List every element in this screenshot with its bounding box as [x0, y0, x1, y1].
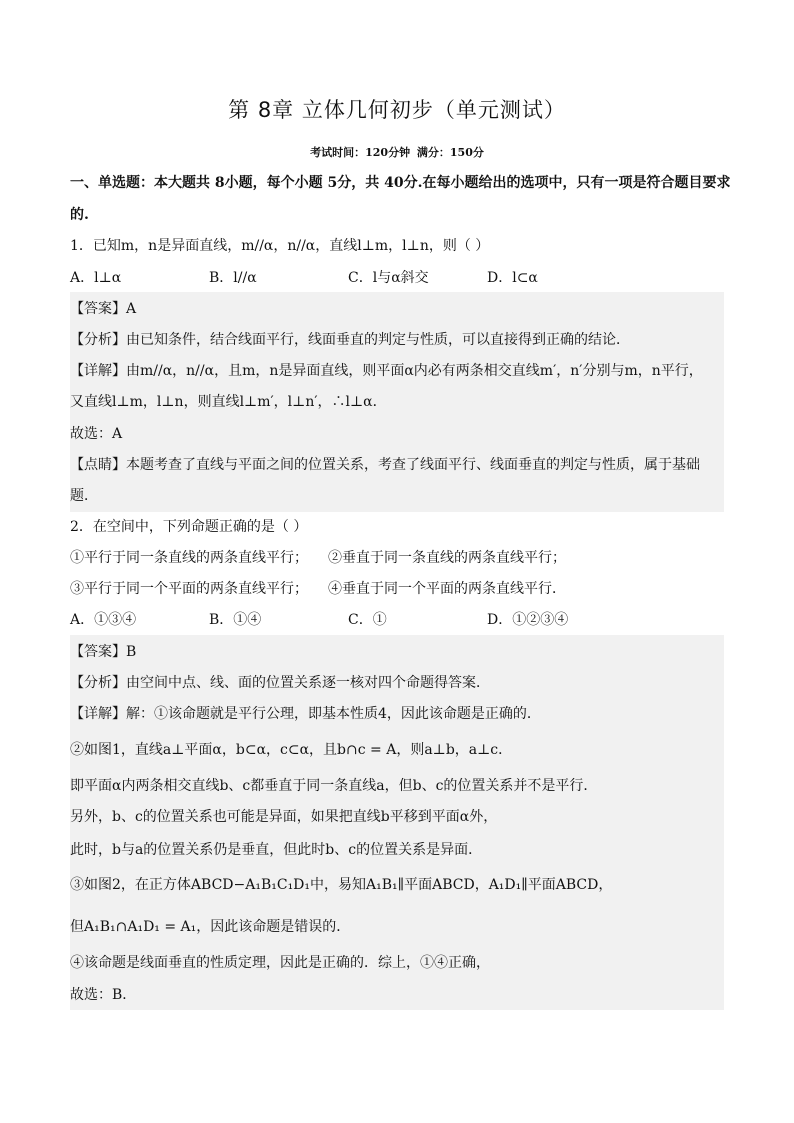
q1-option-d: D．l⊂α	[487, 270, 538, 286]
q1-answer: 【答案】A	[70, 301, 137, 317]
q2-detail-line-7: 但A₁B₁∩A₁D₁ = A₁，因此该命题是错误的．	[70, 919, 351, 935]
q2-option-b: B．①④	[209, 612, 262, 628]
exam-meta: 考试时间：120分钟 满分：150分	[310, 146, 484, 159]
q2-option-a: A．①③④	[70, 612, 137, 628]
q2-detail-line-4: 另外，b、c的位置关系也可能是异面，如果把直线b平移到平面α外，	[70, 809, 498, 825]
q1-option-a: A．l⊥α	[70, 270, 122, 286]
section-heading-line-2: 的.	[70, 207, 89, 223]
q2-proposition-3: ③平行于同一个平面的两条直线平行；	[70, 581, 308, 597]
section-heading-line-1: 一、单选题：本大题共 8小题，每个小题 5分，共 40分.在每小题给出的选项中，只有一项是符合题目要求	[70, 175, 731, 191]
q2-choice: 故选：B．	[70, 987, 137, 1003]
q2-answer: 【答案】B	[70, 644, 137, 660]
q1-analysis: 【分析】由已知条件，结合线面平行，线面垂直的判定与性质，可以直接得到正确的结论．	[70, 332, 630, 348]
q2-detail-line-3: 即平面α内两条相交直线b、c都垂直于同一条直线a，但b、c的位置关系并不是平行．	[70, 778, 598, 794]
q1-detail-line-2: 又直线l⊥m，l⊥n，则直线l⊥m′，l⊥n′，∴l⊥α．	[70, 394, 387, 410]
q2-detail-line-5: 此时，b与a的位置关系仍是垂直，但此时b、c的位置关系是异面．	[70, 842, 483, 858]
q2-proposition-4: ④垂直于同一个平面的两条直线平行．	[328, 581, 566, 597]
q1-comment-line-1: 【点睛】本题考查了直线与平面之间的位置关系，考查了线面平行、线面垂直的判定与性质，属于基础	[70, 457, 700, 473]
q1-option-c: C．l与α斜交	[348, 270, 429, 286]
q1-option-b: B．l//α	[209, 270, 257, 286]
q1-comment-line-2: 题．	[70, 488, 98, 504]
q2-detail-line-6: ③如图2，在正方体ABCD−A₁B₁C₁D₁中，易知A₁B₁∥平面ABCD，A₁D₁∥平面ABCD，	[70, 877, 613, 893]
q2-detail-line-1: 【详解】解：①该命题就是平行公理，即基本性质4，因此该命题是正确的．	[70, 706, 541, 722]
q1-detail-line-1: 【详解】由m//α，n//α，且m，n是异面直线，则平面α内必有两条相交直线m′，n′分别与m，n平行，	[70, 363, 703, 379]
q2-option-d: D．①②③④	[487, 612, 569, 628]
q2-proposition-1: ①平行于同一条直线的两条直线平行；	[70, 550, 308, 566]
q2-detail-line-8: ④该命题是线面垂直的性质定理，因此是正确的．综上，①④正确，	[70, 955, 490, 971]
q2-proposition-2: ②垂直于同一条直线的两条直线平行；	[328, 550, 566, 566]
q1-choice: 故选：A	[70, 426, 123, 442]
q2-analysis: 【分析】由空间中点、线、面的位置关系逐一核对四个命题得答案．	[70, 675, 490, 691]
q2-option-c: C．①	[348, 612, 387, 628]
page-title: 第 8章 立体几何初步（单元测试）	[228, 98, 566, 122]
q2-detail-line-2: ②如图1，直线a⊥平面α，b⊂α，c⊂α，且b∩c = A，则a⊥b，a⊥c．	[70, 742, 513, 758]
question-2-stem: 2．在空间中，下列命题正确的是（ ）	[70, 519, 308, 535]
question-1-stem: 1．已知m，n是异面直线，m//α，n//α，直线l⊥m，l⊥n，则（ ）	[70, 238, 490, 254]
